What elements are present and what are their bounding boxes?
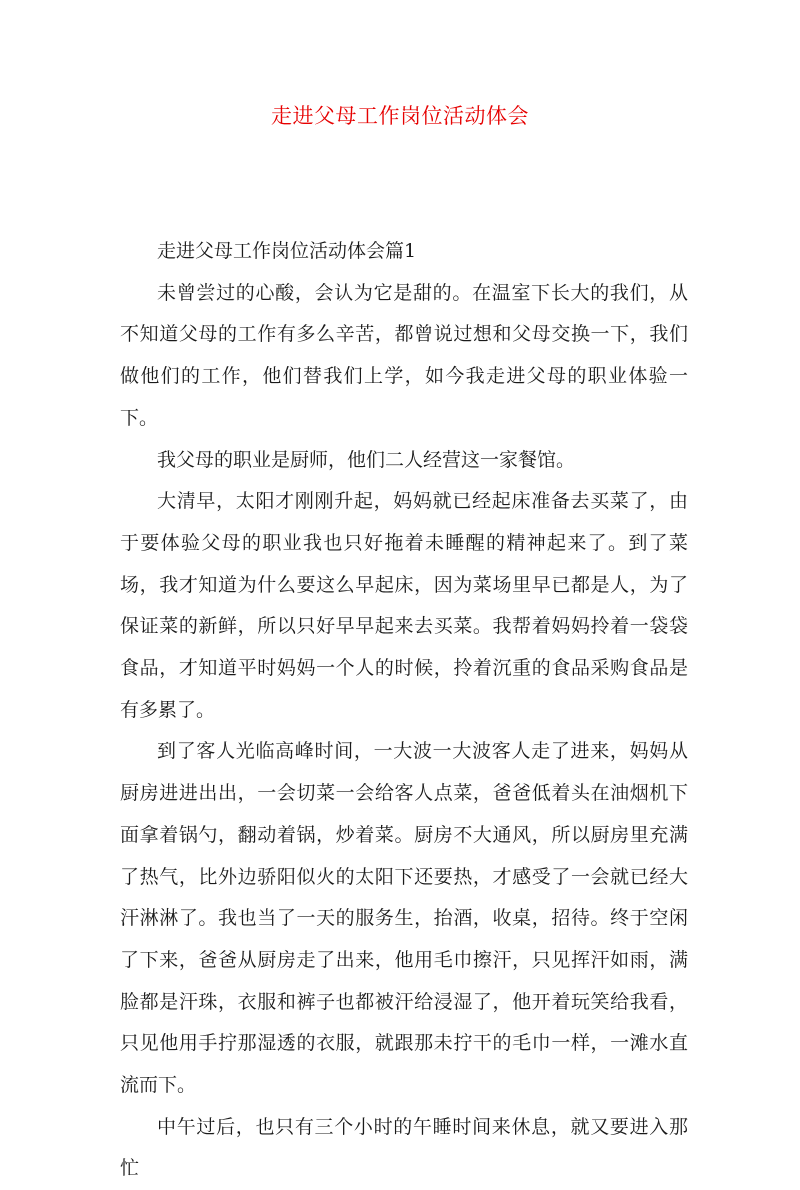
document-title: 走进父母工作岗位活动体会 <box>271 104 529 128</box>
section-heading: 走进父母工作岗位活动体会篇1 <box>157 240 417 262</box>
paragraph: 中午过后，也只有三个小时的午睡时间来休息，就又要进入那忙 <box>120 1115 688 1180</box>
paragraph: 我父母的职业是厨师，他们二人经营这一家餐馆。 <box>157 448 576 471</box>
paragraph: 到了客人光临高峰时间，一大波一大波客人走了进来，妈妈从厨房进进出出，一会切菜一会给客人点菜，爸爸低着头在油烟机下面拿着锅勺，翻动着锅，炒着菜。厨房不大通风，所以厨房里充满了热气，比外边骄阳似火的太阳下还要热，才感受了一会就已经大汗淋淋了。我也当了一天的服务生，抬酒，收桌，招待。终于空闲了下来，爸爸从厨房走了出来，他用毛巾擦汗，只见挥汗如雨，满脸都是汗珠，衣服和裤子也都被汗给浸湿了，他开着玩笑给我看，只见他用手拧那湿透的衣服，就跟那未拧干的毛巾一样，一滩水直流而下。 <box>120 740 688 1097</box>
paragraph: 未曾尝过的心酸，会认为它是甜的。在温室下长大的我们，从不知道父母的工作有多么辛苦，都曾说过想和父母交换一下，我们做他们的工作，他们替我们上学，如今我走进父母的职业体验一下。 <box>120 281 688 429</box>
document-body <box>120 231 688 1190</box>
paragraph: 大清早，太阳才刚刚升起，妈妈就已经起床准备去买菜了，由于要体验父母的职业我也只好拖着未睡醒的精神起来了。到了菜场，我才知道为什么要这么早起床，因为菜场里早已都是人，为了保证菜的新鲜，所以只好早早起来去买菜。我帮着妈妈拎着一袋袋食品，才知道平时妈妈一个人的时候，拎着沉重的食品采购食品是有多累了。 <box>120 490 688 721</box>
